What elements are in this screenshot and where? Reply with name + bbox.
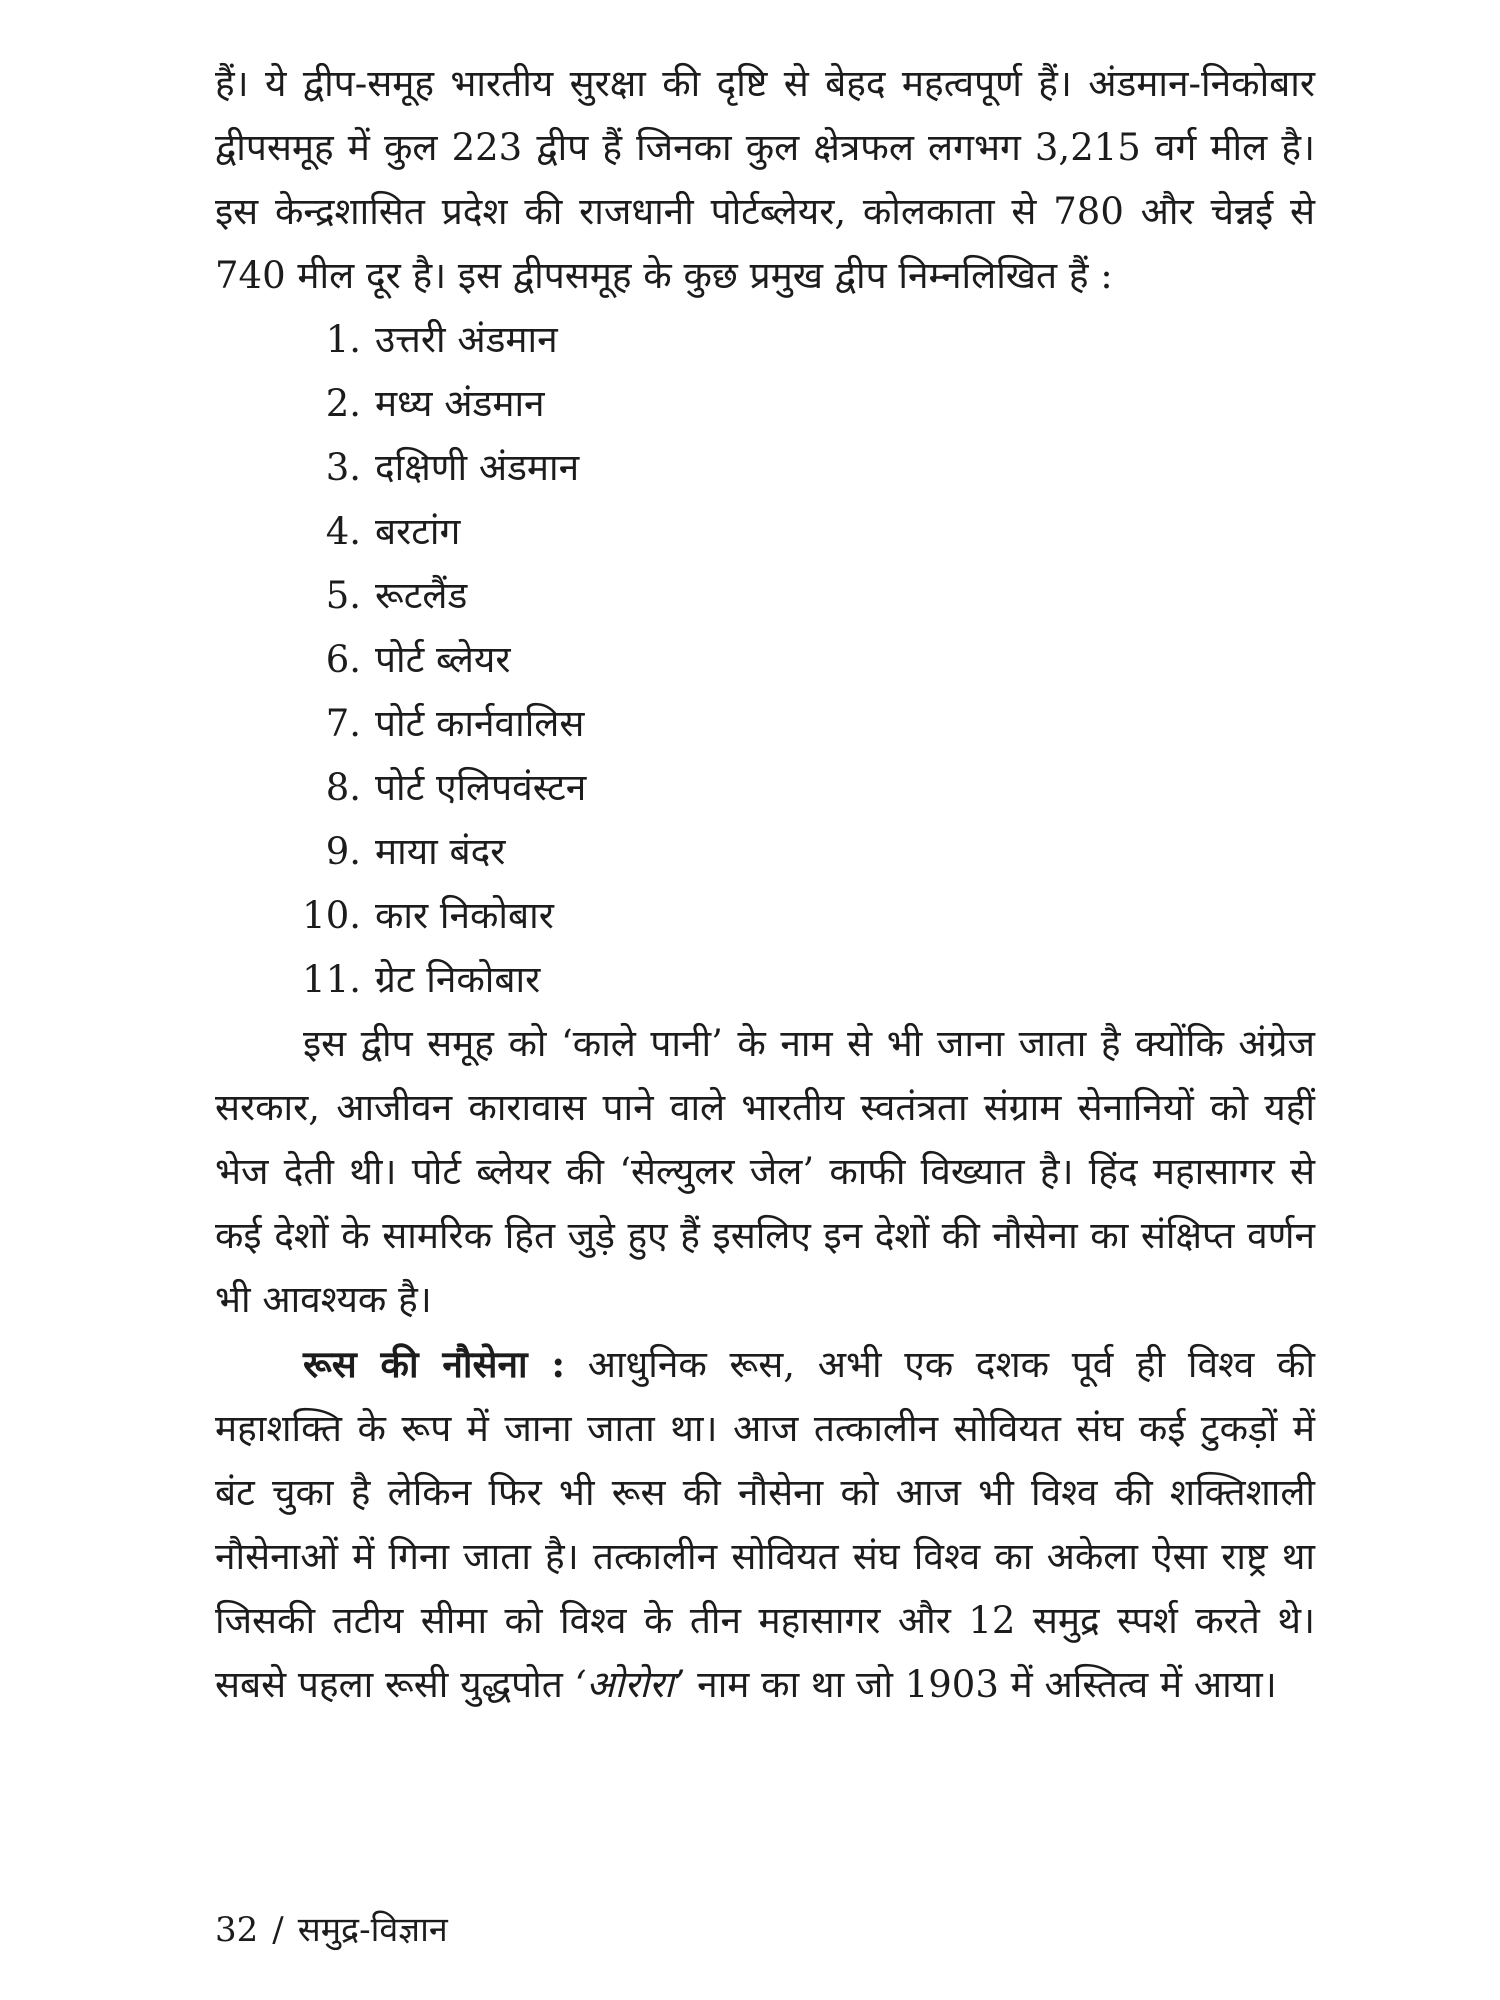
list-number: 9.: [325, 830, 361, 873]
list-item: [215, 436, 1315, 500]
list-text: पोर्ट कार्नवालिस: [375, 702, 585, 745]
paragraph-text: आधुनिक रूस, अभी एक दशक पूर्व ही विश्व की महाशक्ति के रूप में जाना जाता था। आज तत्कालीन सोवियत संघ कई टुकड़ों में बंट चुका है लेकिन फिर भी रूस की नौसेना को आज भी विश्व की शक्तिशाली नौसेनाओं में गिना जाता है। तत्कालीन सोवियत संघ विश्व का अकेला ऐसा राष्ट्र था जिसकी तटीय सीमा को विश्व के तीन महासागर और 12 समुद्र स्पर्श करते थे। सबसे पहला रूसी युद्धपोत: [215, 1343, 1315, 1706]
section-heading: रूस की नौसेना :: [303, 1342, 566, 1386]
list-item: [215, 948, 1315, 1012]
list-number: 3.: [325, 446, 361, 489]
list-item: [215, 756, 1315, 820]
list-item: [215, 692, 1315, 756]
list-text: बरटांग: [375, 510, 461, 553]
list-text: मध्य अंडमान: [375, 382, 545, 425]
list-item: [215, 820, 1315, 884]
list-item: [215, 564, 1315, 628]
list-text: माया बंदर: [375, 830, 506, 873]
list-number: 2.: [325, 382, 361, 425]
list-item: [215, 308, 1315, 372]
list-text: उत्तरी अंडमान: [375, 318, 558, 361]
list-item: [215, 372, 1315, 436]
island-list: [215, 308, 1315, 1012]
list-number: 11.: [302, 958, 361, 1001]
page-footer: [215, 1905, 448, 1955]
list-number: 1.: [325, 318, 361, 361]
paragraph-intro: हैं। ये द्वीप-समूह भारतीय सुरक्षा की दृष्टि से बेहद महत्वपूर्ण हैं। अंडमान-निकोबार द्वीपसमूह में कुल 223 द्वीप हैं जिनका कुल क्षेत्रफल लगभग 3,215 वर्ग मील है। इस केन्द्रशासित प्रदेश की राजधानी पोर्टब्लेयर, कोलकाता से 780 और चेन्नई से 740 मील दूर है। इस द्वीपसमूह के कुछ प्रमुख द्वीप निम्नलिखित हैं :: [215, 62, 1315, 297]
list-number: 10.: [302, 894, 361, 937]
list-number: 8.: [325, 766, 361, 809]
ship-name: ‘ओरोरा’: [574, 1663, 686, 1706]
footer-separator: /: [272, 1910, 284, 1950]
list-number: 5.: [325, 574, 361, 617]
page-number: 32: [215, 1910, 259, 1950]
paragraph-russian-navy: [215, 1332, 1315, 1717]
list-text: पोर्ट ब्लेयर: [375, 638, 511, 681]
list-item: [215, 628, 1315, 692]
book-title: समुद्र-विज्ञान: [297, 1910, 448, 1950]
list-text: पोर्ट एलिपवंस्टन: [375, 766, 587, 809]
list-item: [215, 500, 1315, 564]
list-text: ग्रेट निकोबार: [375, 958, 541, 1001]
page-body: [215, 52, 1315, 1717]
list-text: कार निकोबार: [375, 894, 554, 937]
list-number: 4.: [325, 510, 361, 553]
list-item: [215, 884, 1315, 948]
paragraph-kala-pani: इस द्वीप समूह को ‘काले पानी’ के नाम से भी जाना जाता है क्योंकि अंग्रेज सरकार, आजीवन कारावास पाने वाले भारतीय स्वतंत्रता संग्राम सेनानियों को यहीं भेज देती थी। पोर्ट ब्लेयर की ‘सेल्युलर जेल’ काफी विख्यात है। हिंद महासागर से कई देशों के सामरिक हित जुड़े हुए हैं इसलिए इन देशों की नौसेना का संक्षिप्त वर्णन भी आवश्यक है।: [215, 1022, 1315, 1321]
list-text: दक्षिणी अंडमान: [375, 446, 580, 489]
list-text: रूटलैंड: [375, 574, 468, 617]
list-number: 7.: [325, 702, 361, 745]
list-number: 6.: [325, 638, 361, 681]
paragraph-text-end: नाम का था जो 1903 में अस्तित्व में आया।: [685, 1663, 1277, 1706]
